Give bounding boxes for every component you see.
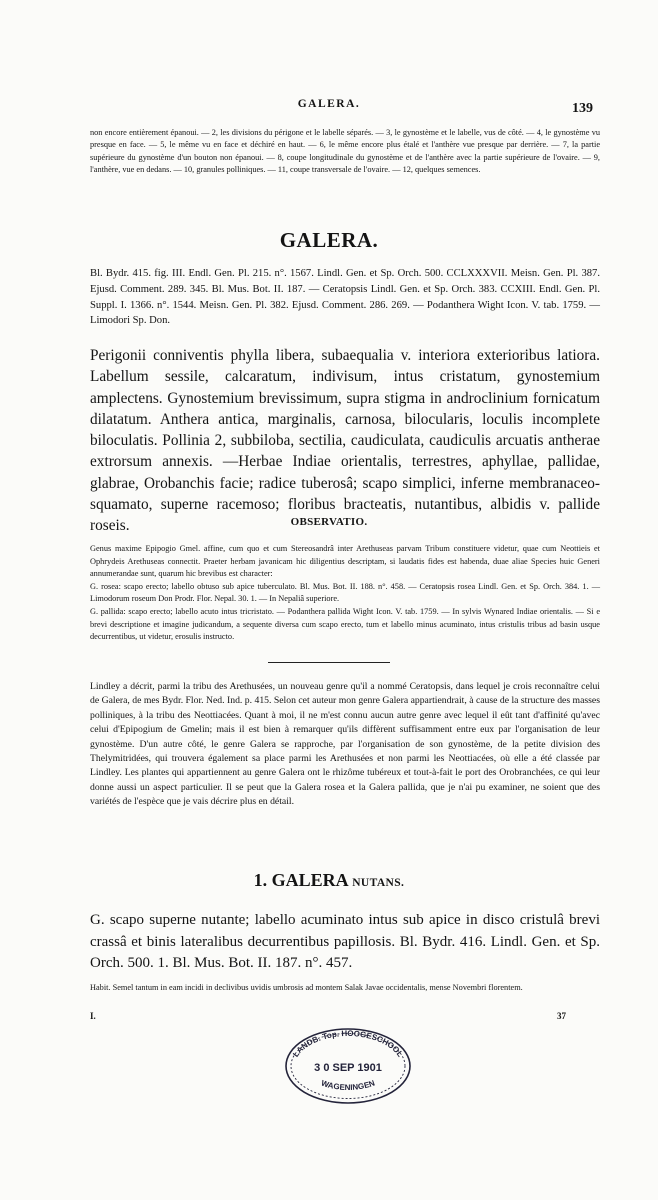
observatio-species-pallida: G. pallida: scapo erecto; labello acuto intus tricristato. — Podanthera pallida Wight Icon. V. tab. 1759. — In sylvis Wynared Indiae orientalis. — Si e brevi descriptione et imagine judicandum, a sequente diversa cum scapo erecto, tum et labello minus acuminato, intus cristulis tribus ad basin usque decurrentibus, ut videtur, erosulis instructo. (90, 606, 600, 642)
observatio-species-rosea: G. rosea: scapo erecto; labello obtuso sub apice tuberculato. Bl. Mus. Bot. II. 188. n°. 458. — Ceratopsis rosea Lindl. Gen. et Sp. Orch. 384. 1. — Limodorum roseum Don Prodr. Flor. Nepal. 30. 1. — In Nepaliâ superiore. (90, 581, 600, 604)
stamp-top-text: LANDB. Top. HOOGESCHOOL (291, 1028, 405, 1059)
stamp-date: 3 0 SEP 1901 (314, 1062, 382, 1074)
observatio-heading: OBSERVATIO. (290, 516, 368, 528)
signature-right: 37 (557, 1011, 566, 1021)
section-divider (268, 662, 390, 663)
library-stamp-graphic (280, 1026, 415, 1106)
species-description: G. scapo superne nutante; labello acuminato intus sub apice in disco cristulâ brevi crassâ et binis lateralibus decurrentibus papillosis. Bl. Bydr. 416. Lindl. Gen. et Sp. Orch. 500. 1. Bl. Mus. Bot. II. 187. n°. 457. (90, 912, 600, 972)
library-stamp (280, 1026, 415, 1106)
genus-references: Bl. Bydr. 415. fig. III. Endl. Gen. Pl. 215. n°. 1567. Lindl. Gen. et Sp. Orch. 500. CCLXXXVII. Meisn. Gen. Pl. 387. Ejusd. Comment. 289. 345. Bl. Mus. Bot. II. 187. — Ceratopsis Lindl. Gen. et Sp. Orch. 383. CCXIII. Endl. Gen. Pl. Suppl. I. 1366. n°. 1544. Meisn. Gen. Pl. 382. Ejusd. Comment. 286. 269. — Podanthera Wight Icon. V. tab. 1759. — Limodori Sp. Don. (90, 268, 600, 327)
french-note: Lindley a décrit, parmi la tribu des Arethusées, un nouveau genre qu'il a nommé Ceratopsis, dans lequel je crois reconnaître celui de Galera, de mes Bydr. Flor. Ned. Ind. p. 415. Selon cet auteur mon genre Galera appartiendrait, à cause de la structure des masses polliniques, à la tribu des Neottiacées. Quant à moi, il ne m'est connu aucun autre genre avec lequel il eût tant d'affinité qu'avec celui d'Epipogium de Gmelin; mais il est bien à remarquer qu'ils diffèrent suffisamment entre eux par l'organisation de leur gynostème. D'un autre côté, le genre Galera se rapproche, par l'organisation de son gynostème, de la petite division des Thelymitridées, qui trouvera également sa place parmi les Arethusées et non parmi les Neottiacées, où elle a été classée par Lindley. Les plantes qui appartiennent au genre Galera ont le rhizôme tubéreux et tout-à-fait le port des Orobranchées, ce qui leur donne aussi un aspect particulier. Il se peut que la Galera rosea et la Galera pallida, que je n'ai pu examiner, ne soient que des variétés de l'espèce que je vais décrire plus en détail. (90, 681, 600, 808)
species-habitat: Habit. Semel tantum in eam incidi in declivibus uvidis umbrosis ad montem Salak Javae occidentalis, mense Novembri florentem. (90, 983, 523, 992)
species-genus: GALERA (271, 870, 348, 890)
observatio-text (90, 543, 600, 644)
species-title (0, 870, 658, 891)
species-epithet: NUTANS. (352, 877, 405, 889)
species-number: 1. (253, 870, 268, 890)
signature-left: I. (90, 1011, 96, 1021)
page-number: 139 (572, 101, 593, 116)
stamp-bottom-text: WAGENINGEN (319, 1078, 377, 1093)
figure-caption: non encore entièrement épanoui. — 2, les divisions du périgone et le labelle séparés. — 3, le gynostème et le labelle, vus de côté. — 4, le gynostème vu presque en face. — 5, le même vu en face et déchiré en haut. — 6, le même encore plus étalé et l'anthère vue presque par derrière. — 7, la partie supérieure du gynostème d'un bouton non épanoui. — 8, coupe longitudinale du gynostème et de l'anthère avec la partie supérieure de l'ovaire. — 9, l'anthère, vue en dedans. — 10, granules polliniques. — 11, coupe transversale de l'ovaire. — 12, quelques semences. (90, 128, 600, 175)
genus-title: GALERA. (279, 228, 379, 252)
observatio-paragraph: Genus maxime Epipogio Gmel. affine, cum quo et cum Stereosandrâ inter Arethuseas parvam Tribum constituere videtur, quae cum Neottieis et Ophrydeis Arethuseas connectit. Praeter herbam javanicam hic diligentius descriptam, si laudatis fides est habenda, duae aliae Species huic Generi annumerandae sunt, quarum hic brevibus est character: (90, 544, 600, 579)
running-title: GALERA. (297, 98, 361, 110)
genus-description: Perigonii conniventis phylla libera, subaequalia v. interiora exterioribus latiora. Labellum sessile, calcaratum, indivisum, intus cristatum, gynostemium amplectens. Gynostemium brevissimum, supra stigma in androclinium fornicatum dilatatum. Anthera antica, marginalis, carnosa, bilocularis, loculis incomplete biloculatis. Pollinia 2, subbiloba, sectilia, caudiculata, caudiculis arcuatis antherae extrorsum annexis. —Herbae Indiae orientalis, terrestres, aphyllae, pallidae, glabrae, Orobanchis facie; radice tuberosâ; scapo simplici, inferne membranaceo-squamato, superne racemoso; floribus bracteatis, nutantibus, albidis v. pallide roseis. (90, 347, 600, 535)
